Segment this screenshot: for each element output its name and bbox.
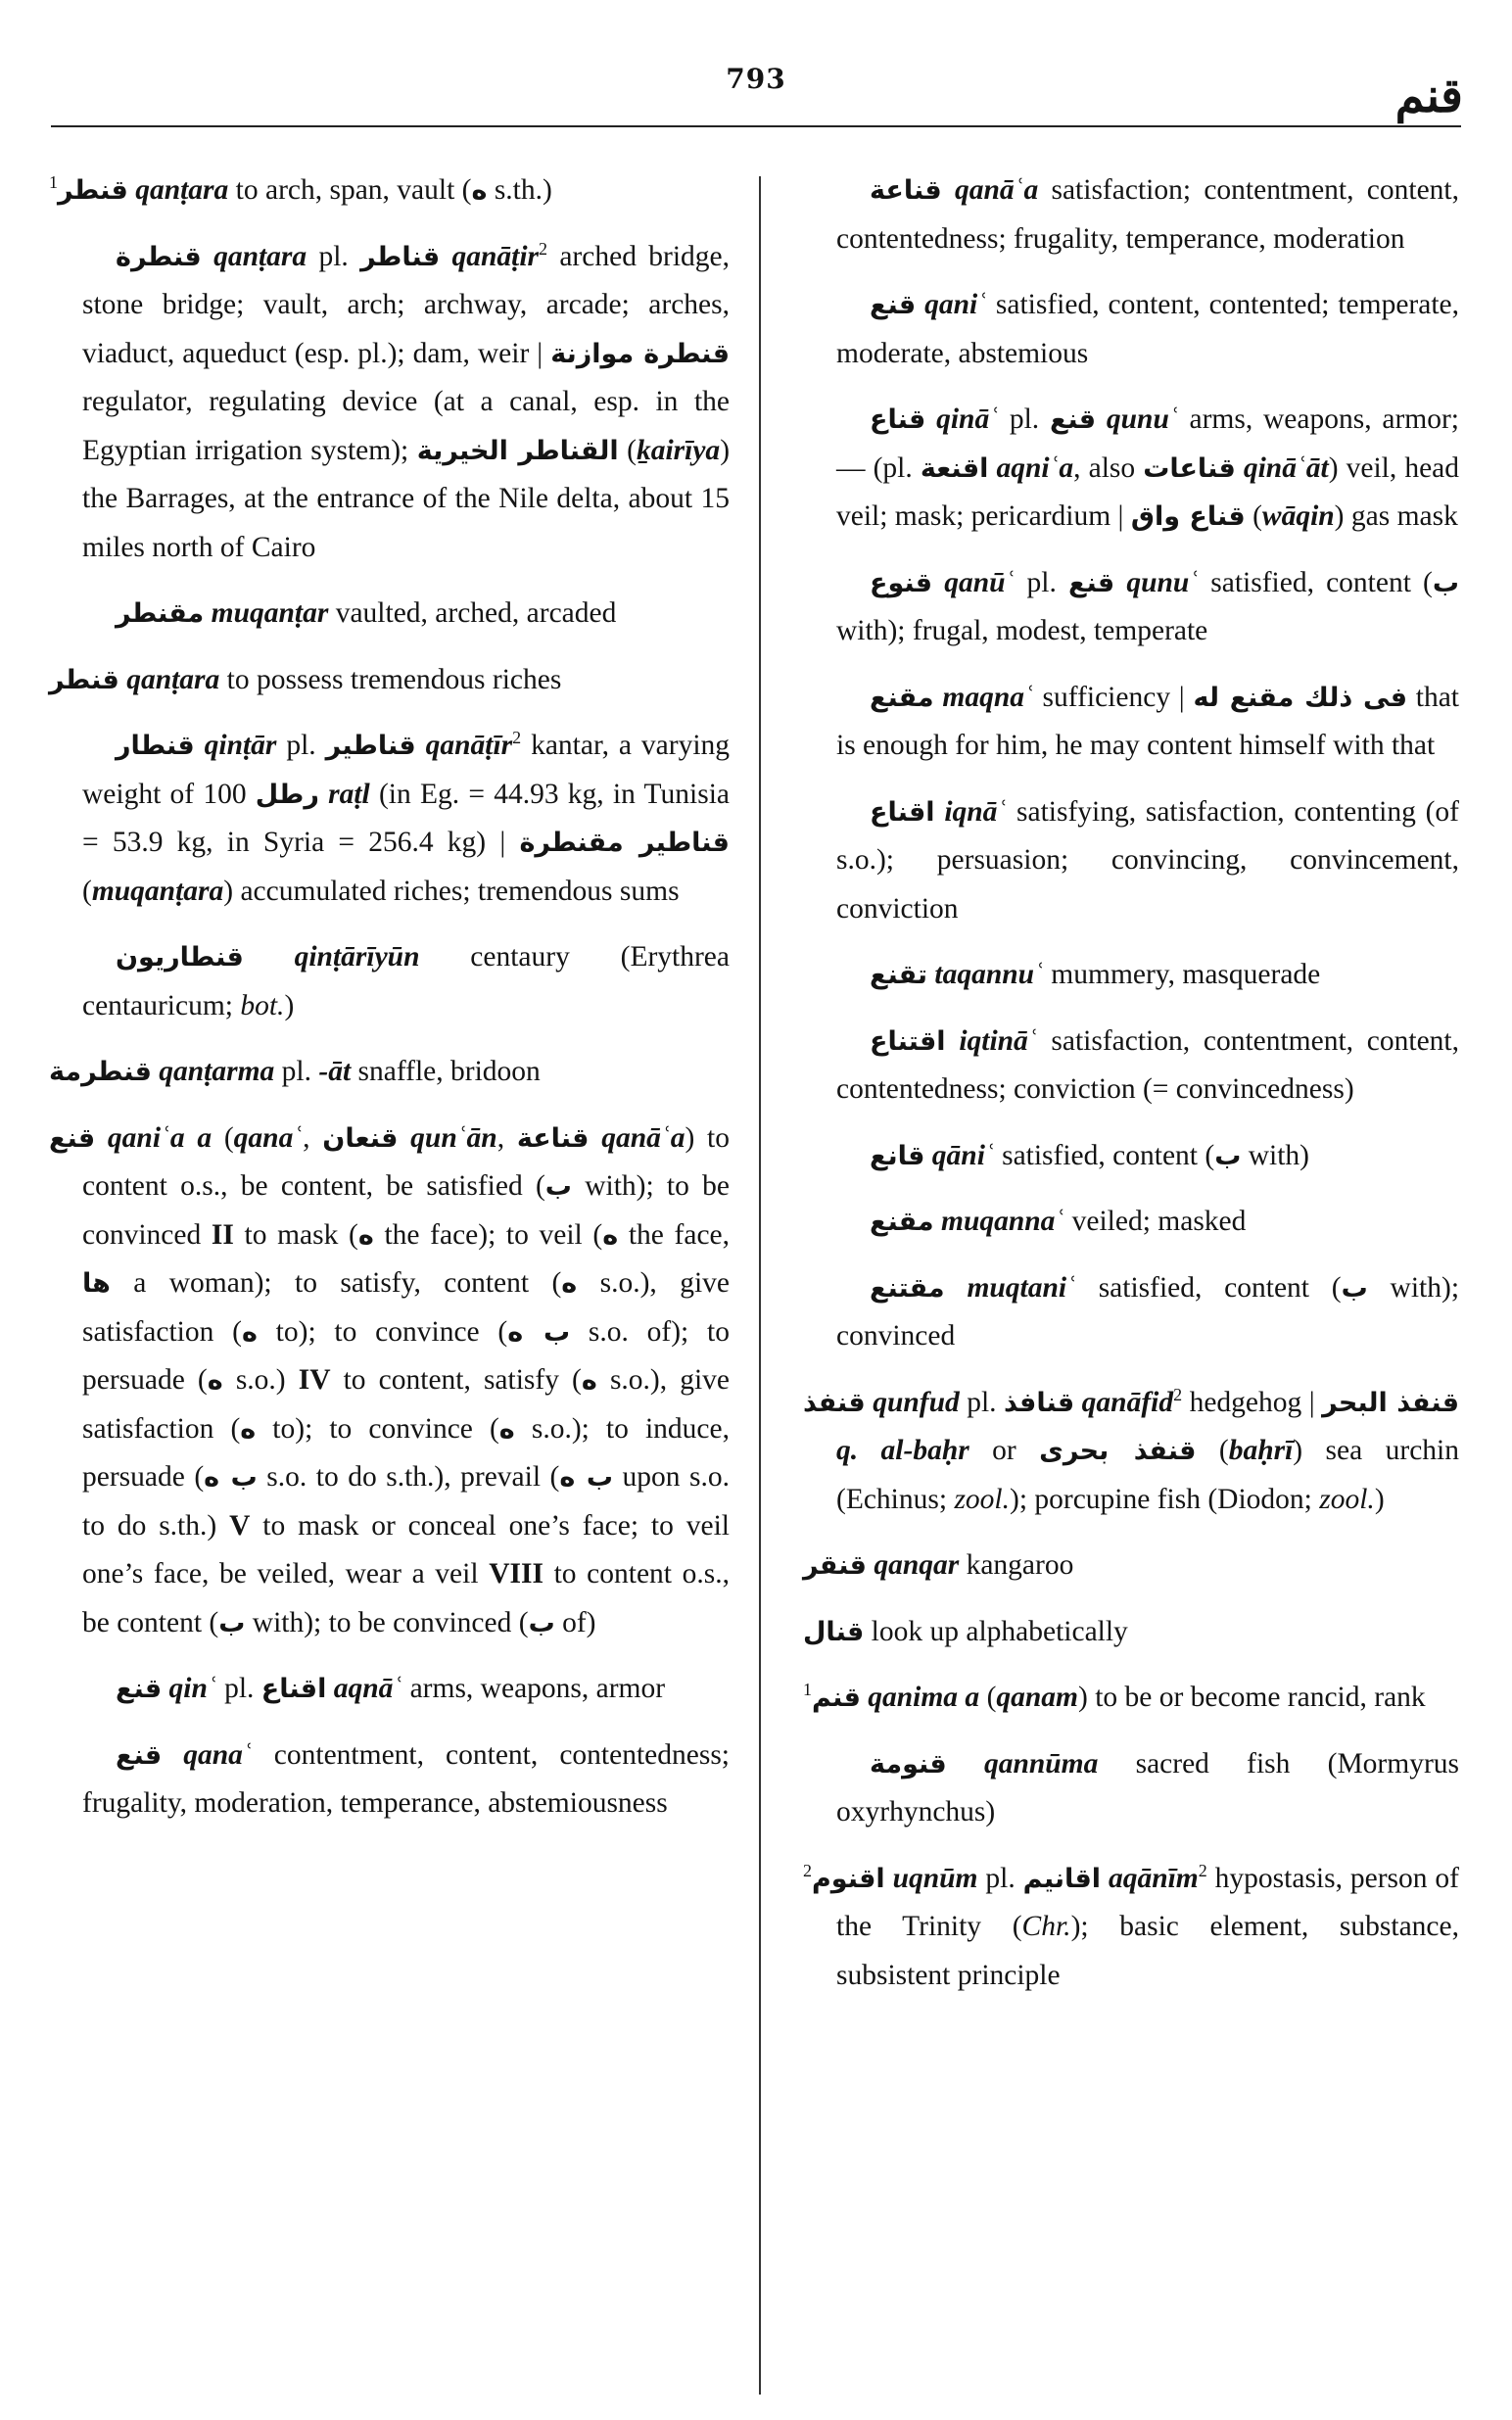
arabic-headword: قنطر	[49, 664, 119, 695]
arabic-headword: قنع	[1049, 404, 1097, 435]
transliteration: qināʿāt	[1243, 451, 1329, 484]
arabic-headword: اقناع	[870, 796, 935, 828]
sub-entry: مقتنع muqtaniʿ satisfied, content (ب with); convinced	[836, 1271, 1460, 1352]
column-divider	[759, 176, 761, 2395]
arabic-headword: ب ه	[559, 1462, 613, 1493]
transliteration: qanima a	[868, 1682, 980, 1713]
arabic-headword: مقتنع	[870, 1272, 945, 1304]
arabic-headword: رطل	[255, 779, 319, 810]
arabic-headword: مقنع	[870, 1207, 934, 1237]
arabic-headword: مقنع	[870, 682, 934, 713]
sub-entry: قنومة qannūma sacred fish (Mormyrus oxyrhynchus)	[836, 1747, 1459, 1827]
arabic-headword: اقناع	[260, 1674, 327, 1704]
transliteration: qinṭār	[204, 730, 277, 761]
sub-entry: قنوع qanūʿ pl. قنع qunuʿ satisfied, content (ب with); frugal, modest, temperate	[836, 566, 1460, 646]
arabic-headword: قناع واق	[1130, 501, 1246, 532]
sub-entry: قنطار qinṭār pl. قناطير qanāṭīr$^2$ kantar, a varying weight of 100 رطل raṭl (in Eg. = 44.93 kg, in Tunisia = 53.9 kg, in Syria = 256.4 kg) | قناطير مقنطرة (muqanṭara) accumulated riches; tremendous sums	[82, 728, 731, 907]
arabic-headword: القناطر الخيرية	[416, 435, 619, 466]
arabic-headword: ب ه	[507, 1316, 571, 1348]
transliteration: uqnūm	[892, 1862, 978, 1894]
transliteration: muqanṭar	[211, 597, 329, 629]
transliteration: qanqar	[874, 1549, 960, 1581]
transliteration: qāniʿ	[931, 1139, 995, 1171]
transliteration: aqnāʿ	[333, 1673, 403, 1704]
transliteration: qanṭarma	[159, 1056, 275, 1087]
arabic-headword: اقنعة	[920, 452, 989, 484]
transliteration: qannūma	[983, 1747, 1099, 1779]
transliteration: aqānīm	[1108, 1862, 1199, 1894]
arabic-headword: ب ه	[204, 1462, 258, 1493]
transliteration: qināʿ	[936, 403, 1000, 435]
sub-entry: قانع qāniʿ satisfied, content (ب with)	[870, 1139, 1309, 1171]
transliteration: qunuʿ	[1106, 403, 1179, 435]
transliteration: qunʿān	[410, 1121, 497, 1154]
arabic-headword: قناعة	[870, 175, 942, 206]
arabic-headword: قنم	[812, 1683, 861, 1713]
arabic-headword: قنعان	[322, 1122, 399, 1154]
sub-entry: قناع qināʿ pl. قنع qunuʿ arms, weapons, armor; — (pl. اقنعة aqniʿa, also قناعات qināʿāt) veil, head veil; mask; pericardium | قناع واق (wāqin) gas mask	[836, 403, 1460, 532]
arabic-headword: قناع	[870, 404, 926, 435]
arabic-headword: قنطرة	[116, 241, 202, 272]
arabic-headword: قناطر	[360, 241, 441, 272]
arabic-headword: ه	[602, 1219, 619, 1251]
transliteration: qanṭara	[135, 174, 229, 206]
arabic-headword: مقنطر	[116, 598, 205, 629]
arabic-headword: اقانيم	[1022, 1863, 1102, 1894]
transliteration: qanaʿ	[233, 1121, 304, 1154]
arabic-headword: قنفذ بحرى	[1039, 1436, 1197, 1466]
arabic-headword: ه	[357, 1219, 374, 1251]
root-entry: $^1$قنطر qanṭara to arch, span, vault (ه s.th.)	[49, 172, 552, 206]
arabic-headword: ه	[581, 1365, 597, 1396]
arabic-headword: قنفذ البحر	[1322, 1387, 1460, 1418]
arabic-headword: قنومة	[870, 1748, 947, 1779]
transliteration: ḵairīya	[636, 434, 721, 466]
left-column	[49, 166, 730, 1846]
transliteration: qanāʿa	[601, 1121, 685, 1154]
arabic-headword: ب	[544, 1171, 572, 1202]
transliteration: taqannuʿ	[934, 959, 1044, 990]
root-entry: قنفذ qunfud pl. قنافذ qanāfid$^2$ hedgehog | قنفذ البحر q. al-baḥr or قنفذ بحرى (baḥrī) sea urchin (Echinus; zool.); porcupine fish (Diodon; zool.)	[803, 1384, 1460, 1515]
transliteration: qanṭara	[126, 663, 220, 695]
arabic-headword: قنع	[49, 1122, 96, 1154]
transliteration: qanaʿ	[183, 1738, 253, 1771]
arabic-headword: ه	[240, 1413, 257, 1445]
arabic-headword: قنطر	[58, 175, 128, 206]
arabic-headword: قناعات	[1143, 452, 1236, 484]
arabic-headword: تقنع	[870, 960, 928, 990]
sub-entry: مقنع maqnaʿ sufficiency | فى ذلك مقنع له that is enough for him, he may content himself with that	[836, 681, 1459, 761]
header-rule	[51, 125, 1461, 127]
arabic-headword: ب	[1214, 1140, 1242, 1171]
transliteration: qinʿ	[168, 1673, 217, 1704]
sub-entry: تقنع taqannuʿ mummery, masquerade	[870, 959, 1321, 990]
transliteration: maqnaʿ	[942, 681, 1034, 713]
root-entry: قنال look up alphabetically	[803, 1615, 1128, 1647]
root-entry: $^1$قنم qanima a (qanam) to be or become rancid, rank	[803, 1680, 1426, 1713]
arabic-headword: ه	[241, 1316, 258, 1348]
transliteration: qanam	[996, 1682, 1078, 1713]
arabic-headword: اقتناع	[870, 1025, 946, 1057]
transliteration: -āt	[318, 1056, 352, 1087]
root-entry: قنطرمة qanṭarma pl. -āt snaffle, bridoon	[49, 1056, 541, 1087]
transliteration: qanāʿa	[954, 174, 1039, 206]
arabic-headword: قنع	[116, 1674, 163, 1704]
transliteration: aqniʿa	[996, 451, 1074, 484]
arabic-headword: قنطار	[116, 731, 195, 761]
root-entry: قنقر qanqar kangaroo	[803, 1549, 1074, 1581]
transliteration: qanāṭīr	[425, 730, 513, 761]
sub-entry: قنع qaniʿ satisfied, content, contented; temperate, moderate, abstemious	[836, 289, 1460, 369]
right-column	[803, 166, 1459, 2017]
arabic-headword: قنال	[803, 1616, 865, 1647]
arabic-headword: قنطاريون	[116, 942, 244, 973]
sub-entry: مقنطر muqanṭar vaulted, arched, arcaded	[116, 597, 617, 629]
transliteration: qaniʿ	[924, 289, 987, 320]
arabic-headword: ها	[82, 1268, 111, 1299]
sub-entry: قنطاريون qinṭārīyūn centaury (Erythrea centauricum; bot.)	[82, 941, 730, 1021]
transliteration: qanāṭir	[451, 240, 540, 272]
transliteration: qunfud	[873, 1386, 960, 1418]
transliteration: qaniʿa a	[107, 1121, 213, 1154]
transliteration: muqannaʿ	[941, 1206, 1065, 1237]
arabic-headword: اقنوم	[812, 1863, 885, 1894]
transliteration: raṭl	[328, 778, 370, 810]
transliteration: wāqin	[1261, 500, 1335, 532]
arabic-headword: ب	[1432, 567, 1460, 598]
arabic-headword: ب	[528, 1607, 555, 1638]
arabic-headword: قنطرمة	[49, 1057, 152, 1087]
arabic-headword: قنوع	[870, 567, 933, 598]
sub-entry: مقنع muqannaʿ veiled; masked	[870, 1206, 1247, 1237]
arabic-headword: قنع	[1068, 567, 1115, 598]
arabic-headword: قنفذ	[803, 1387, 866, 1418]
transliteration: muqtaniʿ	[967, 1271, 1076, 1304]
transliteration: muqanṭara	[91, 875, 224, 907]
arabic-headword: ه	[498, 1413, 515, 1445]
transliteration: qanāfid	[1081, 1386, 1174, 1418]
arabic-headword: ه	[561, 1268, 578, 1299]
arabic-headword: فى ذلك مقنع له	[1193, 682, 1408, 713]
sub-entry: قناعة qanāʿa satisfaction; contentment, content, contentedness; frugality, temperance, moderation	[836, 174, 1459, 255]
arabic-headword: ب	[1341, 1272, 1368, 1304]
transliteration: qunuʿ	[1126, 566, 1200, 598]
root-entry: قنطر qanṭara to possess tremendous riches	[49, 663, 562, 695]
arabic-headword: ه	[207, 1365, 223, 1396]
transliteration: iqnāʿ	[944, 795, 1008, 828]
arabic-headword: ه	[471, 175, 488, 206]
arabic-headword: قناعة	[516, 1122, 590, 1154]
root-entry: قنع qaniʿa a (qanaʿ, قنعان qunʿān, قناعة qanāʿa) to content o.s., be content, be satisfied (ب with); to be convinced II to mask (ه the face); to veil (ه the face, ها a woman); to satisfy, content (ه s.o.), give satisfaction (ه to); to convince (ب ه s.o. of); to persuade (ه s.o.) IV to content, satisfy (ه s.o.), give satisfaction (ه to); to convince (ه s.o.); to induce, persuade (ب ه s.o. to do s.th.), prevail (ب ه upon s.o. to do s.th.) V to mask or conceal one’s face; to veil one’s face, be veiled, wear a veil VIII to content o.s., be content (ب with); to be convinced (ب of)	[49, 1121, 731, 1638]
arabic-headword: قانع	[870, 1140, 925, 1171]
arabic-headword: قنقر	[803, 1550, 867, 1581]
transliteration: qanṭara	[213, 240, 307, 272]
arabic-headword: قنع	[116, 1739, 163, 1771]
running-head: قنم	[1394, 69, 1463, 123]
sub-entry: اقتناع iqtināʿ satisfaction, contentment, content, contentedness; conviction (= convincedness)	[836, 1024, 1459, 1105]
sub-entry: قنطرة qanṭara pl. قناطر qanāṭir$^2$ arched bridge, stone bridge; vault, arch; archway, arcade; arches, viaduct, aqueduct (esp. pl.); dam, weir | قنطرة موازنة regulator, regulating device (at a canal, esp. in the Egyptian irrigation system); القناطر الخيرية (ḵairīya) the Barrages, at the entrance of the Nile delta, about 15 miles north of Cairo	[82, 238, 731, 563]
arabic-headword: قناطير مقنطرة	[519, 828, 730, 858]
arabic-headword: قنافذ	[1004, 1387, 1075, 1418]
transliteration: q. al-baḥr	[836, 1435, 969, 1466]
sub-entry: قنع qanaʿ contentment, content, contentedness; frugality, moderation, temperance, abstemiousness	[82, 1738, 730, 1819]
sub-entry: قنع qinʿ pl. اقناع aqnāʿ arms, weapons, armor	[116, 1673, 666, 1704]
transliteration: qanūʿ	[944, 566, 1016, 598]
arabic-headword: قناطير	[325, 731, 416, 761]
arabic-headword: قنطرة موازنة	[550, 338, 730, 369]
arabic-headword: قنع	[870, 290, 917, 320]
arabic-headword: ب	[218, 1607, 246, 1638]
root-entry: $^2$اقنوم uqnūm pl. اقانيم aqānīm$^2$ hypostasis, person of the Trinity (Chr.); basic element, substance, subsistent principle	[803, 1860, 1460, 1991]
transliteration: baḥrī	[1228, 1435, 1294, 1466]
sub-entry: اقناع iqnāʿ satisfying, satisfaction, contenting (of s.o.); persuasion; convincing, convincement, conviction	[836, 795, 1459, 925]
transliteration: qinṭārīyūn	[294, 941, 420, 973]
page-number: 793	[726, 63, 786, 95]
transliteration: iqtināʿ	[959, 1024, 1038, 1057]
